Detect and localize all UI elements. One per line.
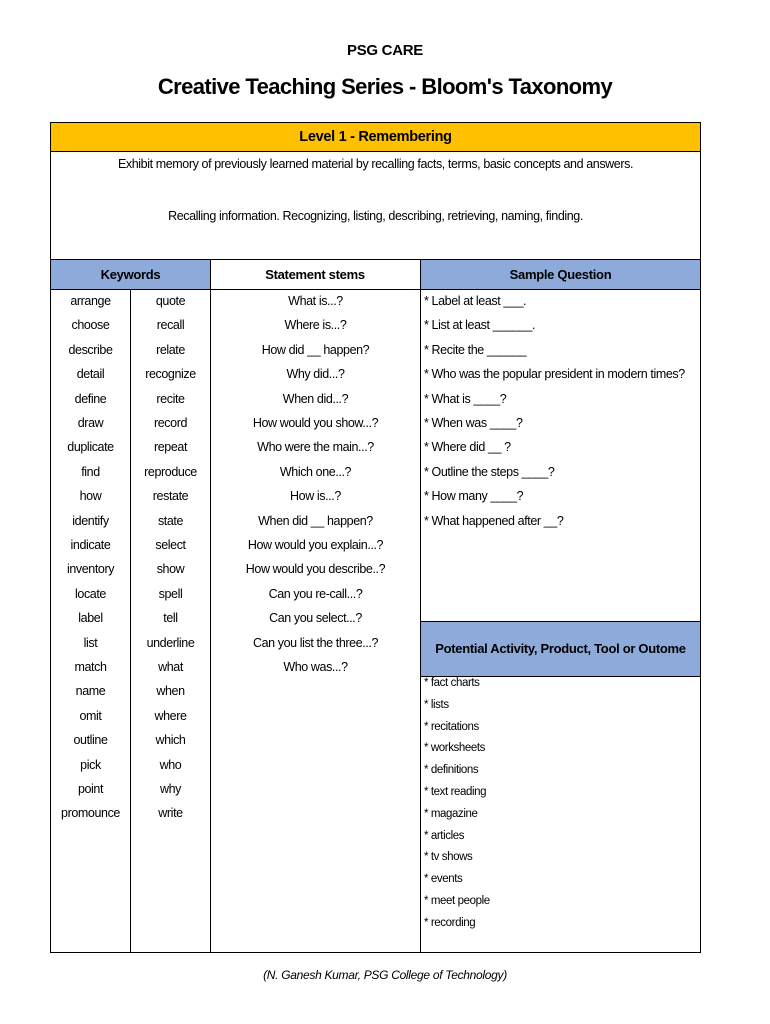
keyword-item: label <box>78 611 103 626</box>
keyword-item: spell <box>158 586 183 601</box>
keyword-item: reproduce <box>144 464 197 479</box>
keyword-item: omit <box>79 708 102 723</box>
activity-header: Potential Activity, Product, Tool or Outome <box>421 622 700 676</box>
sample-question-item: * Recite the ______ <box>424 342 527 357</box>
keyword-item: which <box>155 733 186 748</box>
stem-item: Can you re-call...? <box>268 586 363 601</box>
stem-item: Why did...? <box>286 367 345 382</box>
keyword-item: arrange <box>70 294 111 308</box>
divider <box>50 289 701 290</box>
keyword-item: recite <box>156 391 185 406</box>
keyword-item: state <box>157 513 184 528</box>
keyword-item: choose <box>71 318 110 333</box>
keyword-item: repeat <box>153 440 188 455</box>
sample-question-item: * List at least ______. <box>424 318 536 333</box>
keyword-item: find <box>81 464 100 479</box>
keyword-item: tell <box>163 611 178 626</box>
activity-item: * tv shows <box>424 851 473 864</box>
keywords-header: Keywords <box>51 260 210 289</box>
sample-question-item: * How many ____? <box>424 489 524 504</box>
keyword-item: record <box>153 416 188 430</box>
keyword-item: draw <box>77 416 104 430</box>
stem-item: Can you select...? <box>269 611 362 626</box>
keyword-item: list <box>83 635 98 650</box>
activity-item: * lists <box>424 698 449 711</box>
keyword-item: pick <box>80 757 101 772</box>
sample-question-item: * Outline the steps ____? <box>424 464 555 479</box>
activity-item: * worksheets <box>424 742 486 755</box>
stem-item: How would you show...? <box>252 416 379 430</box>
keyword-item: match <box>74 660 107 674</box>
keyword-item: how <box>79 489 102 504</box>
stem-item: How would you explain...? <box>247 538 384 552</box>
keyword-item: who <box>159 757 182 772</box>
page-title: Creative Teaching Series - Bloom's Taxonomy <box>157 74 613 99</box>
sample-question-item: * Where did __ ? <box>424 440 511 455</box>
stem-item: How would you describe..? <box>245 562 386 577</box>
stem-item: Who were the main...? <box>257 440 374 455</box>
keyword-item: define <box>74 391 107 406</box>
keyword-item: where <box>154 708 187 723</box>
stem-item: When did __ happen? <box>258 513 373 528</box>
sample-question-item: * When was ____? <box>424 416 523 430</box>
divider <box>210 259 211 952</box>
stem-item: Which one...? <box>279 464 352 479</box>
keyword-item: recognize <box>145 367 196 382</box>
keyword-item: duplicate <box>67 440 114 455</box>
keyword-item: name <box>75 684 106 699</box>
stem-item: When did...? <box>282 391 349 406</box>
keyword-item: underline <box>146 635 195 650</box>
keyword-item: why <box>159 782 182 796</box>
divider <box>420 259 421 952</box>
keyword-item: relate <box>156 342 185 357</box>
stem-item: Can you list the three...? <box>252 635 379 650</box>
keyword-item: write <box>158 806 183 821</box>
activity-item: * definitions <box>424 764 479 777</box>
level-title: Level 1 - Remembering <box>51 123 700 152</box>
footer-credit: (N. Ganesh Kumar, PSG College of Technology) <box>263 968 507 982</box>
activity-item: * text reading <box>424 786 487 798</box>
stem-item: Who was...? <box>283 660 348 674</box>
stems-header: Statement stems <box>211 260 419 289</box>
sample-question-item: * What is ____? <box>424 391 507 406</box>
level-description: Exhibit memory of previously learned material by recalling facts, terms, basic concepts and answers. <box>117 157 634 171</box>
stem-item: What is...? <box>288 294 343 308</box>
sample-question-item: * Who was the popular president in modern times? <box>424 367 685 382</box>
stem-item: How did __ happen? <box>261 342 370 357</box>
keyword-item: inventory <box>66 562 115 577</box>
keyword-item: quote <box>155 294 186 308</box>
activity-item: * meet people <box>424 895 490 907</box>
keyword-item: point <box>77 782 104 796</box>
keyword-item: select <box>155 538 186 552</box>
sample-question-item: * Label at least ___. <box>424 294 527 308</box>
keyword-item: identify <box>72 513 109 528</box>
keyword-item: restate <box>152 489 189 504</box>
activity-item: * articles <box>424 829 465 842</box>
keyword-item: describe <box>68 342 113 357</box>
activity-item: * events <box>424 873 463 886</box>
keyword-item: when <box>156 684 185 699</box>
keyword-item: locate <box>75 586 106 601</box>
keyword-item: detail <box>76 367 105 382</box>
level-summary: Recalling information. Recognizing, listing, describing, retrieving, naming, finding. <box>168 209 583 223</box>
keyword-item: what <box>158 660 183 674</box>
activity-item: * recording <box>424 916 476 929</box>
stem-item: How is...? <box>290 489 341 504</box>
activity-item: * fact charts <box>424 677 480 689</box>
sample-question-header: Sample Question <box>421 260 700 289</box>
activity-item: * magazine <box>424 807 478 820</box>
activity-item: * recitations <box>424 720 479 733</box>
keyword-item: promounce <box>61 806 120 821</box>
stem-item: Where is...? <box>284 318 347 333</box>
keyword-item: show <box>156 562 185 577</box>
keyword-item: indicate <box>70 538 111 552</box>
sample-question-item: * What happened after __? <box>424 513 564 528</box>
keyword-item: recall <box>156 318 185 333</box>
keyword-item: outline <box>73 733 108 748</box>
org-name: PSG CARE <box>347 42 423 59</box>
